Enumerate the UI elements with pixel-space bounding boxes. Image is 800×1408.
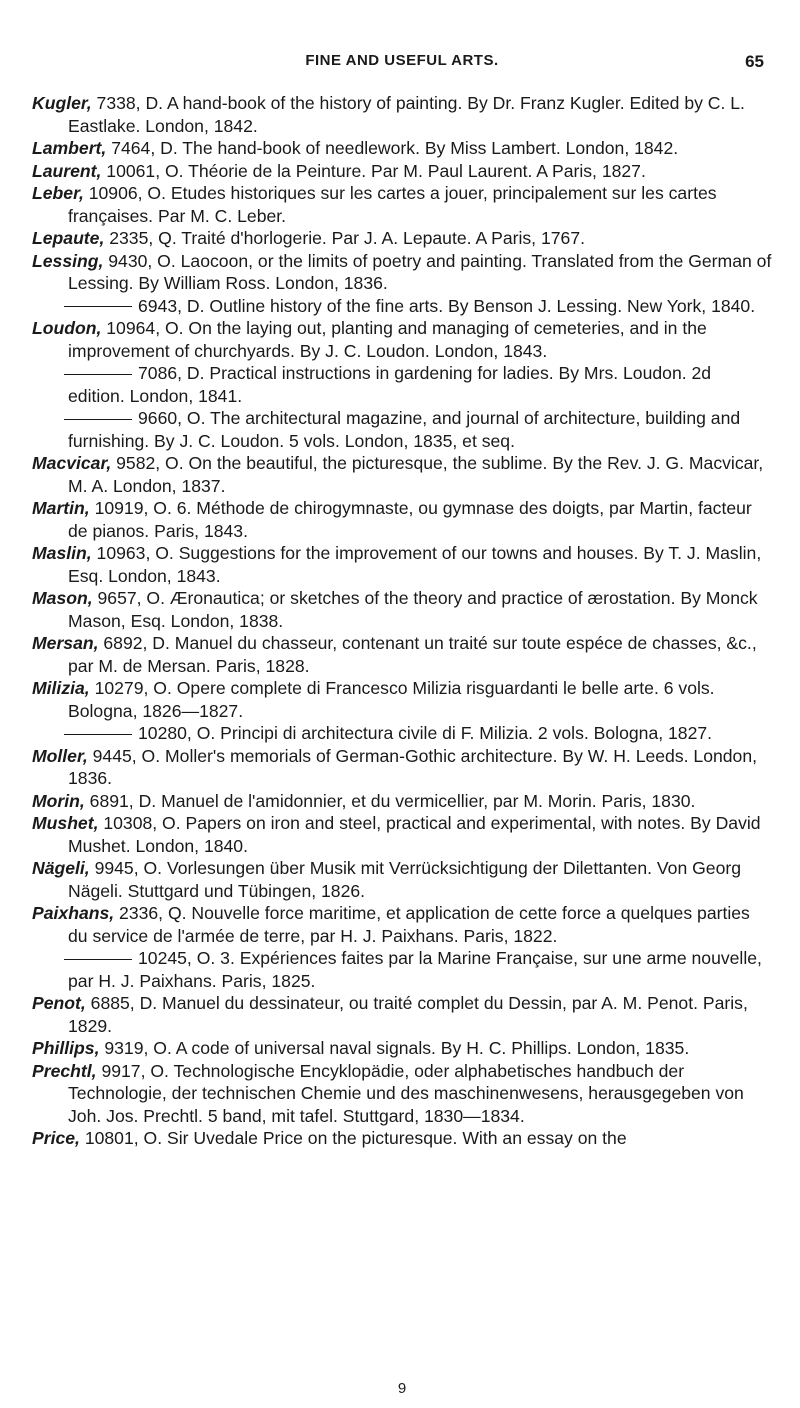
ditto-dash [64, 419, 132, 420]
author-name: Martin, [32, 498, 90, 518]
catalogue-entry [32, 227, 772, 250]
entry-text: 2336, Q. Nouvelle force maritime, et application de cette force a quelques parties du service de l'armée de terre, par H. J. Paixhans. Paris, 1822. [68, 903, 750, 946]
catalogue-entry [32, 745, 772, 790]
author-name: Phillips, [32, 1038, 100, 1058]
entry-text: 10061, O. Théorie de la Peinture. Par M. Paul Laurent. A Paris, 1827. [106, 160, 646, 181]
entry-text: 9657, O. Æronautica; or sketches of the theory and practice of ærostation. By Monck Mason, Esq. London, 1838. [68, 588, 758, 631]
catalogue-entry [32, 1060, 772, 1128]
catalogue-entry [32, 250, 772, 295]
entry-text: 6891, D. Manuel de l'amidonnier, et du vermicellier, par M. Morin. Paris, 1830. [89, 790, 696, 811]
author-name: Kugler, [32, 93, 92, 113]
catalogue-entry [32, 362, 772, 407]
author-name: Laurent, [32, 160, 102, 181]
catalogue-entry [32, 902, 772, 947]
catalogue-entry [32, 790, 772, 813]
author-name: Paixhans, [32, 903, 115, 923]
catalogue-entry [32, 160, 772, 183]
page-number: 65 [745, 52, 764, 71]
entry-text: 10964, O. On the laying out, planting and managing of cemeteries, and in the improvement of churchyards. By J. C. Loudon. London, 1843. [68, 318, 707, 361]
catalogue-entry [32, 947, 772, 992]
catalogue-entry [32, 317, 772, 362]
catalogue-entry [32, 542, 772, 587]
entry-text: 9582, O. On the beautiful, the picturesque, the sublime. By the Rev. J. G. Macvicar, M. A. London, 1837. [68, 453, 764, 496]
author-name: Nägeli, [32, 858, 90, 878]
author-name: Prechtl, [32, 1060, 97, 1081]
catalogue-entry [32, 1037, 772, 1060]
author-name: Penot, [32, 993, 86, 1013]
entry-text: 10963, O. Suggestions for the improvement of our towns and houses. By T. J. Maslin, Esq. London, 1843. [68, 543, 762, 586]
author-name: Moller, [32, 745, 88, 766]
catalogue-entry [32, 295, 772, 318]
entry-text: 10919, O. 6. Méthode de chirogymnaste, ou gymnase des doigts, par Martin, facteur de pianos. Paris, 1843. [68, 498, 752, 541]
catalogue-entry [32, 182, 772, 227]
entry-text: 6943, D. Outline history of the fine arts. By Benson J. Lessing. New York, 1840. [138, 295, 756, 316]
ditto-dash [64, 959, 132, 960]
entry-text: 10906, O. Etudes historiques sur les cartes a jouer, principalement sur les cartes françaises. Par M. C. Leber. [68, 183, 717, 226]
catalogue-entry [32, 857, 772, 902]
catalogue-entry [32, 1127, 772, 1150]
author-name: Leber, [32, 183, 84, 203]
catalogue-entry [32, 812, 772, 857]
catalogue-entry [32, 632, 772, 677]
author-name: Macvicar, [32, 453, 112, 473]
entry-text: 7086, D. Practical instructions in gardening for ladies. By Mrs. Loudon. 2d edition. London, 1841. [68, 363, 712, 406]
author-name: Lepaute, [32, 228, 105, 248]
entry-text: 10280, O. Principi di architectura civile di F. Milizia. 2 vols. Bologna, 1827. [138, 723, 713, 743]
running-title: FINE AND USEFUL ARTS. [305, 52, 499, 69]
book-page [32, 0, 772, 1408]
entry-text: 10308, O. Papers on iron and steel, practical and experimental, with notes. By David Mushet. London, 1840. [68, 813, 761, 856]
entry-text: 2335, Q. Traité d'horlogerie. Par J. A. Lepaute. A Paris, 1767. [109, 228, 585, 248]
entry-text: 9445, O. Moller's memorials of German-Gothic architecture. By W. H. Leeds. London, 1836. [68, 745, 758, 788]
catalogue-entry [32, 92, 772, 137]
catalogue-entry [32, 407, 772, 452]
author-name: Mushet, [32, 813, 99, 833]
entry-text: 9319, O. A code of universal naval signals. By H. C. Phillips. London, 1835. [104, 1038, 690, 1058]
catalogue-entry [32, 722, 772, 745]
ditto-dash [64, 374, 132, 375]
author-name: Morin, [32, 790, 85, 811]
page-header [32, 52, 772, 76]
catalogue-entry [32, 497, 772, 542]
ditto-dash [64, 306, 132, 307]
author-name: Milizia, [32, 678, 90, 698]
signature-mark: 9 [397, 1380, 407, 1397]
entry-text: 10801, O. Sir Uvedale Price on the picturesque. With an essay on the [84, 1128, 627, 1148]
author-name: Mersan, [32, 633, 99, 653]
catalogue-entry [32, 452, 772, 497]
ditto-dash [64, 734, 132, 735]
catalogue-entry [32, 677, 772, 722]
entry-text: 9430, O. Laocoon, or the limits of poetry and painting. Translated from the German of Lessing. By William Ross. London, 1836. [68, 250, 772, 293]
entry-text: 10245, O. 3. Expériences faites par la Marine Française, sur une arme nouvelle, par H. J. Paixhans. Paris, 1825. [68, 948, 762, 991]
entry-text: 9660, O. The architectural magazine, and journal of architecture, building and furnishing. By J. C. Loudon. 5 vols. London, 1835, et seq. [68, 408, 741, 451]
entry-text: 7464, D. The hand-book of needlework. By Miss Lambert. London, 1842. [111, 138, 679, 158]
author-name: Lessing, [32, 250, 104, 271]
author-name: Mason, [32, 588, 93, 608]
entry-text: 7338, D. A hand-book of the history of painting. By Dr. Franz Kugler. Edited by C. L. Eastlake. London, 1842. [68, 93, 745, 136]
author-name: Loudon, [32, 318, 102, 338]
catalogue-entry [32, 587, 772, 632]
entry-text: 9917, O. Technologische Encyklopädie, oder alphabetisches handbuch der Technologie, der technischen Chemie und des maschinenwesens, herausgegeben von Joh. Jos. Prechtl. 5 band, mit tafel. Stuttgard, 1830—1834. [68, 1060, 744, 1126]
entry-text: 6892, D. Manuel du chasseur, contenant un traité sur toute espéce de chasses, &c., par M. de Mersan. Paris, 1828. [68, 633, 757, 676]
entry-text: 9945, O. Vorlesungen über Musik mit Verrücksichtigung der Dilettanten. Von Georg Nägeli. Stuttgard und Tübingen, 1826. [68, 858, 742, 901]
author-name: Price, [32, 1128, 80, 1148]
author-name: Lambert, [32, 138, 107, 158]
catalogue-entries [32, 92, 772, 1150]
catalogue-entry [32, 992, 772, 1037]
entry-text: 10279, O. Opere complete di Francesco Milizia risguardanti le belle arte. 6 vols. Bologna, 1826—1827. [68, 678, 715, 721]
author-name: Maslin, [32, 543, 92, 563]
entry-text: 6885, D. Manuel du dessinateur, ou traité complet du Dessin, par A. M. Penot. Paris, 1829. [68, 993, 748, 1036]
catalogue-entry [32, 137, 772, 160]
